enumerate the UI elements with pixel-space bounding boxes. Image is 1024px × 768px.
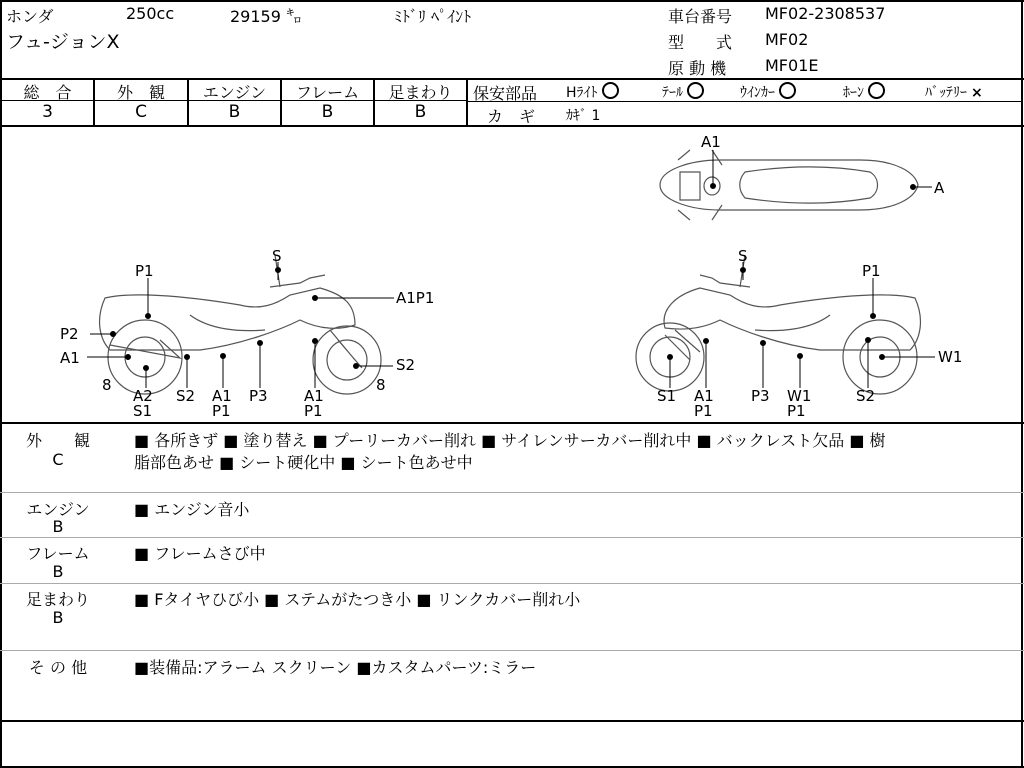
remark-line: 脂部色あせ ■ シート硬化中 ■ シート色あせ中 [134,453,473,472]
key-label: カ ギ [487,107,536,126]
displacement: 250cc [126,4,175,23]
diagram-label: P1 [787,402,806,420]
diagram-label: A1 [60,349,80,367]
diagram-label: A [934,179,945,197]
engine-label: 原 動 機 [668,59,727,78]
model-code: MF02 [765,30,809,49]
grade-value-frame: B [321,102,334,122]
diagram-label: S2 [176,387,196,405]
maker: ホンダ [6,7,54,26]
diagram-label: 8 [376,376,386,394]
ng-cross-icon: × [971,85,983,101]
grade-label-overall: 総 合 [23,83,72,102]
diagram-label: S2 [396,356,416,374]
diagram-label: A1 [701,133,721,151]
diagram-label: A1 [212,387,232,405]
diagram-label: P1 [135,262,154,280]
grade-value-engine: B [228,102,241,122]
safety-item-label: ﾎｰﾝ [843,85,864,101]
diagram-label: P1 [304,402,323,420]
diagram-label: W1 [938,348,963,366]
diagram-label: 8 [102,376,112,394]
top-view-scooter-icon [660,150,918,220]
frame-no-label: 車台番号 [668,7,733,26]
diagram-label: W1 [787,387,812,405]
remark-label: エンジン [26,500,90,519]
safety-item-label: ﾃｰﾙ [662,85,683,101]
grade-value-exterior: C [135,102,147,122]
remark-line: ■ エンジン音小 [134,500,250,519]
diagram-label: S [272,247,282,265]
remark-line: ■ フレームさび中 [134,544,266,563]
safety-title: 保安部品 [473,84,538,103]
grade-label-exterior: 外 観 [116,83,165,102]
grade-label-frame: フレーム [295,83,360,102]
color: ﾐﾄﾞﾘ ﾍﾟｲﾝﾄ [394,7,472,26]
grade-label-engine: エンジン [202,83,267,102]
diagram-label: A1P1 [396,289,435,307]
remark-line: ■ 各所きず ■ 塗り替え ■ プーリーカバー削れ ■ サイレンサーカバー削れ中 ■ バックレスト欠品 ■ 樹 [134,431,886,450]
safety-item-label: ｳｲﾝｶｰ [740,85,775,101]
diagram-label: P1 [212,402,231,420]
diagram-label: S2 [856,387,876,405]
model-name: フュ-ジョンX [6,31,120,53]
grade-label-suspension: 足まわり [388,83,453,102]
remark-grade: B [52,562,64,581]
diagram-label: S1 [133,402,153,420]
diagram-label: S [738,247,748,265]
remark-label: 外 観 [25,431,90,450]
remark-grade: B [52,517,64,536]
model-label: 型 式 [668,33,733,52]
diagram-label: P1 [694,402,713,420]
remark-label: 足まわり [25,590,90,609]
engine-code: MF01E [765,56,819,75]
safety-item-label: Hﾗｲﾄ [566,85,598,101]
grade-value-overall: 3 [42,102,53,122]
remark-line: ■装備品:アラーム スクリーン ■カスタムパーツ:ミラー [134,658,537,677]
grade-value-suspension: B [414,102,427,122]
remark-grade: B [52,608,64,627]
diagram-label: A1 [694,387,714,405]
mileage: 29159 ㌔ [230,7,302,26]
diagram-label: S1 [657,387,677,405]
diagram-label: P3 [249,387,268,405]
remark-label: そ の 他 [28,658,88,677]
safety-item-label: ﾊﾞｯﾃﾘｰ [925,85,967,101]
key-value: ｶｷﾞ 1 [566,108,601,124]
diagram-label: P2 [60,325,79,343]
diagram-label: P3 [751,387,770,405]
frame-no: MF02-2308537 [765,4,886,23]
diagram-label: A1 [304,387,324,405]
remark-line: ■ Fタイヤひび小 ■ ステムがたつき小 ■ リンクカバー削れ小 [134,590,581,609]
remark-label: フレーム [26,544,90,563]
diagram-label: P1 [862,262,881,280]
diagram-label: A2 [133,387,153,405]
remark-grade: C [52,450,64,469]
